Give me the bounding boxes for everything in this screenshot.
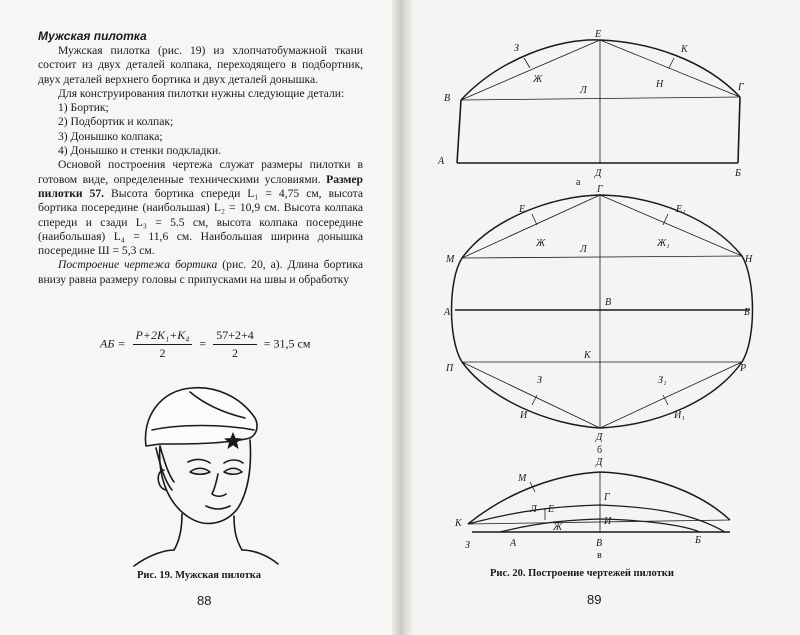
left-eyebrow bbox=[188, 459, 210, 463]
paragraph-construction bbox=[38, 258, 363, 287]
point-label: Ж bbox=[536, 238, 546, 249]
point-label: В bbox=[596, 538, 603, 549]
sizes-intro: Основой построения чертежа служат размеры пилотки в готовом виде, определенные техническими условиями. bbox=[38, 158, 363, 186]
point-label: Е bbox=[548, 504, 555, 515]
fraction-1-numerator: P+2K₁+K₄ bbox=[133, 328, 193, 345]
point-label: А bbox=[510, 538, 517, 549]
point-label: Г bbox=[604, 492, 610, 503]
point-label: Б bbox=[735, 168, 741, 179]
point-label: Л bbox=[580, 85, 587, 96]
fraction-2-denominator: 2 bbox=[231, 346, 238, 360]
construction-text: (рис. 20, а). Длина бортика внизу равна размеру головы с припусками на швы и обработку bbox=[38, 258, 363, 286]
construction-heading: Построение чертежа бортика bbox=[58, 258, 218, 272]
point-label: Ж bbox=[553, 522, 563, 533]
point-label: М bbox=[446, 254, 455, 265]
sizes-values: Высота бортика спереди L₁ = 4,75 см, высота бортика посередине (наибольшая) L₂ = 10,9 см. Высота колпака спереди и сзади L₃ = 5.5 см, высота колпака посередине (наибольшая) L₄ = 11,6 см. Наибольшая ширина донышка посередине Ш = 5,3 см. bbox=[38, 186, 363, 258]
right-eye bbox=[224, 468, 242, 474]
fraction-1-denominator: 2 bbox=[159, 346, 166, 360]
point-label: К bbox=[681, 44, 688, 55]
point-label: З bbox=[537, 375, 542, 386]
point-label: Е bbox=[519, 204, 526, 215]
point-label: З₁ bbox=[658, 375, 667, 386]
point-label: Ж bbox=[533, 74, 543, 85]
cap-illustration bbox=[130, 378, 280, 568]
point-label: В bbox=[605, 297, 612, 308]
size-heading: Размер пилотки 57. bbox=[38, 172, 363, 200]
formula-fraction-2 bbox=[213, 328, 257, 361]
point-label: Г bbox=[597, 184, 603, 195]
point-label: З bbox=[465, 540, 470, 551]
point-label: А bbox=[444, 307, 451, 318]
diagram-b-sublabel: б bbox=[597, 445, 603, 456]
page-number-right: 89 bbox=[587, 592, 602, 607]
diagram-a-lines bbox=[457, 40, 740, 163]
point-label: З bbox=[514, 43, 519, 54]
diagram-c-labels bbox=[454, 457, 701, 561]
neck bbox=[174, 514, 242, 550]
diagram-c-lines bbox=[468, 472, 730, 532]
body-text bbox=[38, 44, 363, 287]
point-label: И bbox=[604, 516, 612, 527]
length-formula bbox=[100, 328, 310, 361]
formula-lhs: АБ = bbox=[100, 336, 126, 351]
diagram-a-sublabel: а bbox=[576, 177, 581, 188]
point-label: М bbox=[518, 473, 527, 484]
paragraph-details: Для конструирования пилотки нужны следующие детали: bbox=[58, 86, 345, 100]
point-label: Е bbox=[595, 29, 602, 40]
point-label: А bbox=[438, 156, 445, 167]
formula-result: = 31,5 см bbox=[263, 336, 311, 351]
point-label: Д bbox=[595, 168, 602, 179]
right-eyebrow bbox=[224, 460, 243, 463]
formula-fraction-1 bbox=[133, 328, 193, 361]
left-eye bbox=[190, 468, 210, 474]
list-item: 1) Бортик; bbox=[58, 101, 109, 115]
diagram-a-labels bbox=[437, 29, 744, 188]
point-label: К bbox=[584, 350, 591, 361]
point-label: Д bbox=[596, 457, 603, 468]
point-label: Д bbox=[596, 432, 603, 443]
page-number-left: 88 bbox=[197, 593, 212, 608]
list-item: 4) Донышко и стенки подкладки. bbox=[58, 144, 222, 158]
figure-20-caption: Рис. 20. Построение чертежей пилотки bbox=[490, 568, 674, 579]
mouth bbox=[206, 506, 230, 509]
point-label: Н bbox=[656, 79, 664, 90]
figure-19-caption: Рис. 19. Мужская пилотка bbox=[137, 570, 261, 581]
figure-20-diagrams bbox=[400, 0, 800, 635]
point-label: И₁ bbox=[674, 410, 685, 421]
point-label: В bbox=[444, 93, 451, 104]
point-label: Л bbox=[530, 504, 537, 515]
nose bbox=[212, 474, 226, 496]
point-label: Н bbox=[745, 254, 753, 265]
point-label: П bbox=[446, 363, 454, 374]
point-label: Г bbox=[738, 82, 744, 93]
point-label: Р bbox=[740, 363, 747, 374]
paragraph-sizes bbox=[38, 158, 363, 258]
point-label: Е₁ bbox=[676, 204, 686, 215]
point-label: И bbox=[520, 410, 528, 421]
diagram-b-lines bbox=[452, 195, 753, 428]
fraction-2-numerator: 57+2+4 bbox=[213, 328, 257, 345]
list-item: 2) Подбортик и колпак; bbox=[58, 115, 174, 129]
point-label: Л bbox=[580, 244, 587, 255]
point-label: Б bbox=[695, 535, 701, 546]
point-label: Б bbox=[744, 307, 750, 318]
diagram-c-sublabel: в bbox=[597, 550, 602, 561]
point-label: К bbox=[455, 518, 462, 529]
formula-equals: = bbox=[199, 336, 207, 351]
point-label: Ж₁ bbox=[657, 238, 670, 249]
shoulders bbox=[134, 550, 278, 566]
paragraph-intro: Мужская пилотка (рис. 19) из хлопчатобумажной ткани состоит из двух деталей колпака, переходящего в подбортник, двух деталей верхнего бортика и двух деталей донышка. bbox=[38, 44, 363, 86]
section-title: Мужская пилотка bbox=[38, 29, 147, 43]
list-item: 3) Донышко колпака; bbox=[58, 129, 163, 143]
